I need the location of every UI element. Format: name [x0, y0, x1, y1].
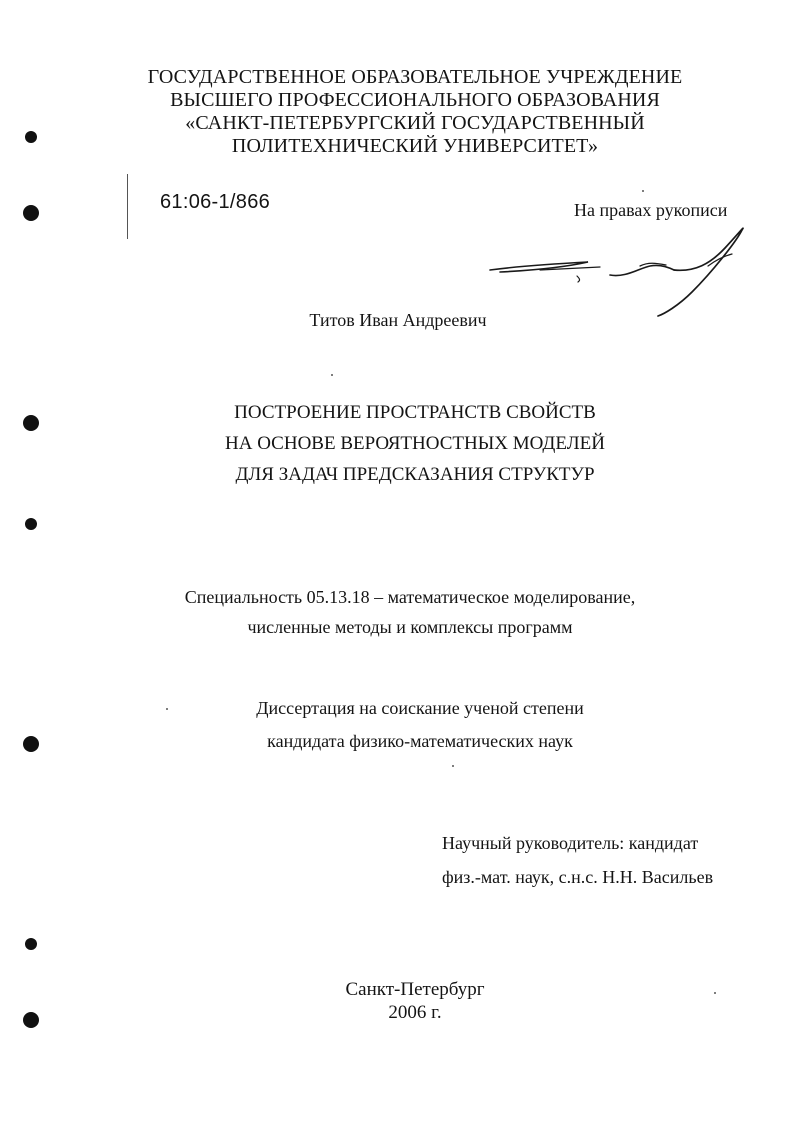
manuscript-note: На правах рукописи [574, 200, 728, 220]
scan-speck [714, 992, 716, 994]
specialty-line: Специальность 05.13.18 – математическое моделирование, [184, 587, 636, 607]
handwritten-signature [480, 220, 760, 320]
author-name: Титов Иван Андреевич [309, 310, 487, 330]
punch-hole [23, 415, 39, 431]
title-line: ПОСТРОЕНИЕ ПРОСТРАНСТВ СВОЙСТВ [234, 402, 596, 423]
advisor-block [442, 826, 713, 894]
title-line: НА ОСНОВЕ ВЕРОЯТНОСТНЫХ МОДЕЛЕЙ [225, 433, 605, 454]
advisor-line: Научный руководитель: кандидат [442, 833, 699, 853]
place-and-year [300, 978, 530, 1024]
punch-hole [25, 518, 37, 530]
degree-line: кандидата физико-математических наук [267, 731, 573, 751]
degree-block [180, 692, 660, 758]
scan-edge-line [127, 174, 128, 239]
specialty-block [130, 582, 690, 642]
header-line: «САНКТ-ПЕТЕРБУРГСКИЙ ГОСУДАРСТВЕННЫЙ [185, 112, 645, 134]
punch-hole [23, 736, 39, 752]
punch-hole [25, 938, 37, 950]
advisor-line: физ.-мат. наук, с.н.с. Н.Н. Васильев [442, 867, 714, 887]
scan-speck [166, 708, 168, 710]
specialty-line: численные методы и комплексы программ [247, 617, 573, 637]
scan-speck [331, 374, 333, 376]
punch-hole [25, 131, 37, 143]
institution-header [120, 66, 710, 158]
punch-hole [23, 1012, 39, 1028]
header-line: ПОЛИТЕХНИЧЕСКИЙ УНИВЕРСИТЕТ» [231, 135, 599, 157]
scan-speck [452, 765, 454, 767]
city: Санкт-Петербург [345, 979, 485, 1000]
punch-hole [23, 205, 39, 221]
header-line: ВЫСШЕГО ПРОФЕССИОНАЛЬНОГО ОБРАЗОВАНИЯ [170, 89, 660, 111]
scan-speck [642, 190, 644, 192]
catalog-number: 61:06-1/866 [160, 191, 271, 213]
dissertation-title [150, 397, 680, 490]
degree-line: Диссертация на соискание ученой степени [256, 698, 584, 718]
year: 2006 г. [388, 1002, 442, 1023]
header-line: ГОСУДАРСТВЕННОЕ ОБРАЗОВАТЕЛЬНОЕ УЧРЕЖДЕНИЕ [147, 66, 683, 88]
title-line: ДЛЯ ЗАДАЧ ПРЕДСКАЗАНИЯ СТРУКТУР [235, 464, 595, 485]
